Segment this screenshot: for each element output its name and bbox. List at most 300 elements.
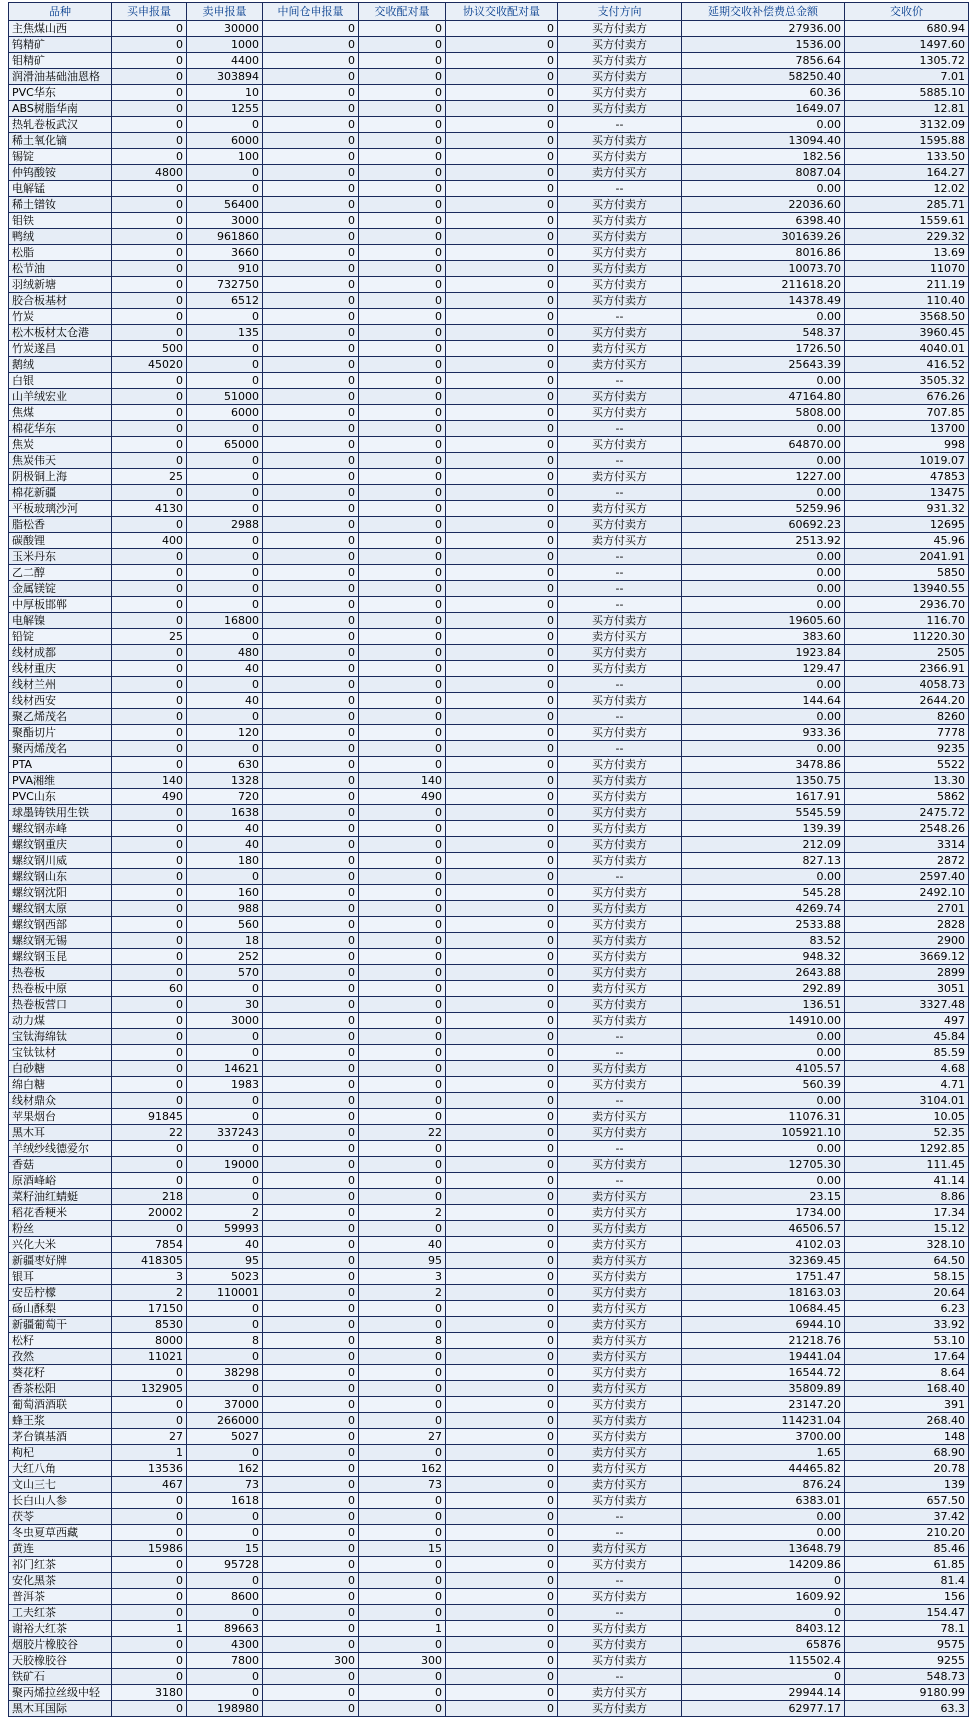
cell-compensation-total: 0.00 xyxy=(682,309,845,325)
table-body xyxy=(9,21,969,1717)
cell-delivery-price: 2041.91 xyxy=(845,549,969,565)
cell-intermediate-declared: 0 xyxy=(263,1317,359,1333)
cell-agreement-matched-qty: 0 xyxy=(446,1493,558,1509)
cell-delivery-price: 3669.12 xyxy=(845,949,969,965)
table-row xyxy=(9,677,969,693)
cell-sell-declared: 30000 xyxy=(187,21,263,37)
cell-delivery-price: 391 xyxy=(845,1397,969,1413)
cell-intermediate-declared: 0 xyxy=(263,549,359,565)
cell-buy-declared: 8000 xyxy=(112,1333,187,1349)
cell-compensation-total: 3700.00 xyxy=(682,1429,845,1445)
cell-sell-declared: 0 xyxy=(187,501,263,517)
cell-payment-direction: 买方付卖方 xyxy=(558,149,682,165)
col-header-compensation-total[interactable]: 延期交收补偿费总金额 xyxy=(682,3,845,21)
cell-matched-qty: 0 xyxy=(359,1413,446,1429)
cell-agreement-matched-qty: 0 xyxy=(446,1029,558,1045)
cell-agreement-matched-qty: 0 xyxy=(446,261,558,277)
cell-payment-direction: 买方付卖方 xyxy=(558,53,682,69)
cell-variety: 天胶橡胶谷 xyxy=(9,1653,112,1669)
cell-buy-declared: 0 xyxy=(112,101,187,117)
cell-buy-declared: 0 xyxy=(112,421,187,437)
cell-matched-qty: 0 xyxy=(359,1093,446,1109)
cell-payment-direction: -- xyxy=(558,677,682,693)
table-row xyxy=(9,597,969,613)
cell-matched-qty: 0 xyxy=(359,1493,446,1509)
cell-payment-direction: 卖方付买方 xyxy=(558,1461,682,1477)
cell-delivery-price: 33.92 xyxy=(845,1317,969,1333)
cell-sell-declared: 337243 xyxy=(187,1125,263,1141)
table-row xyxy=(9,1285,969,1301)
cell-sell-declared: 0 xyxy=(187,1445,263,1461)
cell-variety: 电解镍 xyxy=(9,613,112,629)
cell-delivery-price: 10.05 xyxy=(845,1109,969,1125)
cell-agreement-matched-qty: 0 xyxy=(446,837,558,853)
cell-sell-declared: 40 xyxy=(187,837,263,853)
col-header-matched-qty[interactable]: 交收配对量 xyxy=(359,3,446,21)
cell-buy-declared: 8530 xyxy=(112,1317,187,1333)
cell-payment-direction: -- xyxy=(558,117,682,133)
col-header-sell-declared[interactable]: 卖申报量 xyxy=(187,3,263,21)
cell-intermediate-declared: 0 xyxy=(263,741,359,757)
cell-buy-declared: 0 xyxy=(112,1397,187,1413)
cell-buy-declared: 0 xyxy=(112,725,187,741)
cell-delivery-price: 8260 xyxy=(845,709,969,725)
cell-variety: 兴化大米 xyxy=(9,1237,112,1253)
cell-delivery-price: 133.50 xyxy=(845,149,969,165)
cell-intermediate-declared: 0 xyxy=(263,1477,359,1493)
cell-variety: 绵白糖 xyxy=(9,1077,112,1093)
cell-delivery-price: 2644.20 xyxy=(845,693,969,709)
table-row xyxy=(9,645,969,661)
cell-payment-direction: 买方付卖方 xyxy=(558,1557,682,1573)
table-row xyxy=(9,549,969,565)
cell-sell-declared: 6512 xyxy=(187,293,263,309)
cell-intermediate-declared: 0 xyxy=(263,901,359,917)
cell-intermediate-declared: 0 xyxy=(263,565,359,581)
cell-compensation-total: 2643.88 xyxy=(682,965,845,981)
cell-compensation-total: 933.36 xyxy=(682,725,845,741)
cell-compensation-total: 5545.59 xyxy=(682,805,845,821)
cell-agreement-matched-qty: 0 xyxy=(446,1045,558,1061)
cell-intermediate-declared: 0 xyxy=(263,677,359,693)
cell-compensation-total: 0 xyxy=(682,1669,845,1685)
col-header-agreement-matched-qty[interactable]: 协议交收配对量 xyxy=(446,3,558,21)
cell-variety: 普洱茶 xyxy=(9,1589,112,1605)
cell-matched-qty: 0 xyxy=(359,21,446,37)
cell-sell-declared: 37000 xyxy=(187,1397,263,1413)
cell-buy-declared: 0 xyxy=(112,1653,187,1669)
cell-delivery-price: 13.30 xyxy=(845,773,969,789)
delivery-table xyxy=(8,2,969,1717)
cell-intermediate-declared: 0 xyxy=(263,645,359,661)
cell-compensation-total: 301639.26 xyxy=(682,229,845,245)
cell-sell-declared: 1638 xyxy=(187,805,263,821)
col-header-delivery-price[interactable]: 交收价 xyxy=(845,3,969,21)
table-row xyxy=(9,1333,969,1349)
cell-agreement-matched-qty: 0 xyxy=(446,421,558,437)
cell-matched-qty: 0 xyxy=(359,1557,446,1573)
cell-compensation-total: 3478.86 xyxy=(682,757,845,773)
cell-variety: 螺纹钢无锡 xyxy=(9,933,112,949)
cell-sell-declared: 6000 xyxy=(187,405,263,421)
cell-sell-declared: 1000 xyxy=(187,37,263,53)
cell-payment-direction: 买方付卖方 xyxy=(558,1701,682,1717)
cell-payment-direction: -- xyxy=(558,741,682,757)
col-header-intermediate-declared[interactable]: 中间仓申报量 xyxy=(263,3,359,21)
cell-sell-declared: 988 xyxy=(187,901,263,917)
cell-agreement-matched-qty: 0 xyxy=(446,853,558,869)
cell-intermediate-declared: 0 xyxy=(263,597,359,613)
cell-matched-qty: 0 xyxy=(359,437,446,453)
cell-matched-qty: 0 xyxy=(359,341,446,357)
cell-compensation-total: 2533.88 xyxy=(682,917,845,933)
cell-delivery-price: 707.85 xyxy=(845,405,969,421)
cell-sell-declared: 303894 xyxy=(187,69,263,85)
cell-matched-qty: 0 xyxy=(359,837,446,853)
cell-agreement-matched-qty: 0 xyxy=(446,1061,558,1077)
cell-variety: 砀山酥梨 xyxy=(9,1301,112,1317)
cell-buy-declared: 0 xyxy=(112,597,187,613)
cell-buy-declared: 0 xyxy=(112,821,187,837)
cell-payment-direction: 卖方付买方 xyxy=(558,1189,682,1205)
col-header-buy-declared[interactable]: 买申报量 xyxy=(112,3,187,21)
cell-matched-qty: 0 xyxy=(359,677,446,693)
cell-sell-declared: 266000 xyxy=(187,1413,263,1429)
cell-sell-declared: 0 xyxy=(187,1045,263,1061)
cell-intermediate-declared: 0 xyxy=(263,709,359,725)
cell-delivery-price: 15.12 xyxy=(845,1221,969,1237)
cell-payment-direction: 卖方付买方 xyxy=(558,1205,682,1221)
cell-variety: PTA xyxy=(9,757,112,773)
cell-agreement-matched-qty: 0 xyxy=(446,1237,558,1253)
cell-agreement-matched-qty: 0 xyxy=(446,197,558,213)
cell-buy-declared: 140 xyxy=(112,773,187,789)
cell-buy-declared: 0 xyxy=(112,549,187,565)
cell-matched-qty: 0 xyxy=(359,1365,446,1381)
cell-payment-direction: -- xyxy=(558,181,682,197)
cell-compensation-total: 876.24 xyxy=(682,1477,845,1493)
cell-intermediate-declared: 0 xyxy=(263,1445,359,1461)
cell-sell-declared: 4300 xyxy=(187,1637,263,1653)
cell-compensation-total: 27936.00 xyxy=(682,21,845,37)
cell-payment-direction: -- xyxy=(558,1045,682,1061)
cell-delivery-price: 548.73 xyxy=(845,1669,969,1685)
cell-compensation-total: 0.00 xyxy=(682,421,845,437)
cell-agreement-matched-qty: 0 xyxy=(446,165,558,181)
cell-compensation-total: 18163.03 xyxy=(682,1285,845,1301)
cell-matched-qty: 0 xyxy=(359,1525,446,1541)
cell-buy-declared: 0 xyxy=(112,229,187,245)
cell-matched-qty: 0 xyxy=(359,517,446,533)
cell-buy-declared: 0 xyxy=(112,901,187,917)
cell-payment-direction: 买方付卖方 xyxy=(558,1061,682,1077)
cell-sell-declared: 560 xyxy=(187,917,263,933)
cell-delivery-price: 68.90 xyxy=(845,1445,969,1461)
cell-agreement-matched-qty: 0 xyxy=(446,1525,558,1541)
cell-matched-qty: 490 xyxy=(359,789,446,805)
cell-sell-declared: 961860 xyxy=(187,229,263,245)
cell-agreement-matched-qty: 0 xyxy=(446,1157,558,1173)
cell-matched-qty: 0 xyxy=(359,405,446,421)
cell-intermediate-declared: 0 xyxy=(263,1461,359,1477)
cell-sell-declared: 5023 xyxy=(187,1269,263,1285)
cell-compensation-total: 19605.60 xyxy=(682,613,845,629)
table-row xyxy=(9,1109,969,1125)
cell-variety: 白砂糖 xyxy=(9,1061,112,1077)
cell-delivery-price: 9255 xyxy=(845,1653,969,1669)
cell-matched-qty: 0 xyxy=(359,917,446,933)
cell-variety: 松籽 xyxy=(9,1333,112,1349)
cell-matched-qty: 0 xyxy=(359,501,446,517)
table-row xyxy=(9,101,969,117)
cell-intermediate-declared: 0 xyxy=(263,869,359,885)
cell-payment-direction: -- xyxy=(558,581,682,597)
cell-intermediate-declared: 0 xyxy=(263,181,359,197)
cell-sell-declared: 8 xyxy=(187,1333,263,1349)
cell-variety: 烟胶片橡胶谷 xyxy=(9,1637,112,1653)
cell-agreement-matched-qty: 0 xyxy=(446,1589,558,1605)
cell-agreement-matched-qty: 0 xyxy=(446,1141,558,1157)
cell-sell-declared: 0 xyxy=(187,1669,263,1685)
table-row xyxy=(9,1157,969,1173)
cell-sell-declared: 0 xyxy=(187,453,263,469)
cell-delivery-price: 8.64 xyxy=(845,1365,969,1381)
cell-sell-declared: 40 xyxy=(187,693,263,709)
cell-payment-direction: 卖方付买方 xyxy=(558,1349,682,1365)
cell-variety: 玉米丹东 xyxy=(9,549,112,565)
cell-delivery-price: 2505 xyxy=(845,645,969,661)
cell-buy-declared: 3180 xyxy=(112,1685,187,1701)
cell-sell-declared: 570 xyxy=(187,965,263,981)
cell-matched-qty: 0 xyxy=(359,1349,446,1365)
cell-payment-direction: 买方付卖方 xyxy=(558,997,682,1013)
cell-intermediate-declared: 0 xyxy=(263,821,359,837)
cell-matched-qty: 0 xyxy=(359,1189,446,1205)
cell-sell-declared: 0 xyxy=(187,373,263,389)
table-row xyxy=(9,1365,969,1381)
cell-matched-qty: 0 xyxy=(359,1445,446,1461)
table-row xyxy=(9,501,969,517)
cell-variety: 鸭绒 xyxy=(9,229,112,245)
table-row xyxy=(9,661,969,677)
cell-variety: 葵花籽 xyxy=(9,1365,112,1381)
cell-agreement-matched-qty: 0 xyxy=(446,1365,558,1381)
cell-delivery-price: 3314 xyxy=(845,837,969,853)
cell-payment-direction: 买方付卖方 xyxy=(558,101,682,117)
cell-variety: 热卷板中原 xyxy=(9,981,112,997)
cell-sell-declared: 100 xyxy=(187,149,263,165)
table-row xyxy=(9,261,969,277)
cell-compensation-total: 182.56 xyxy=(682,149,845,165)
cell-buy-declared: 0 xyxy=(112,85,187,101)
cell-compensation-total: 1609.92 xyxy=(682,1589,845,1605)
cell-payment-direction: 买方付卖方 xyxy=(558,901,682,917)
cell-variety: 球墨铸铁用生铁 xyxy=(9,805,112,821)
col-header-variety[interactable]: 品种 xyxy=(9,3,112,21)
cell-sell-declared: 0 xyxy=(187,629,263,645)
table-row xyxy=(9,453,969,469)
cell-intermediate-declared: 0 xyxy=(263,1253,359,1269)
cell-buy-declared: 25 xyxy=(112,629,187,645)
cell-payment-direction: -- xyxy=(558,309,682,325)
cell-variety: 羊绒纱线德爱尔 xyxy=(9,1141,112,1157)
cell-delivery-price: 1595.88 xyxy=(845,133,969,149)
cell-intermediate-declared: 0 xyxy=(263,1701,359,1717)
cell-intermediate-declared: 0 xyxy=(263,341,359,357)
table-row xyxy=(9,1253,969,1269)
cell-matched-qty: 0 xyxy=(359,485,446,501)
cell-intermediate-declared: 0 xyxy=(263,229,359,245)
cell-delivery-price: 497 xyxy=(845,1013,969,1029)
cell-matched-qty: 0 xyxy=(359,421,446,437)
cell-matched-qty: 0 xyxy=(359,725,446,741)
cell-agreement-matched-qty: 0 xyxy=(446,1445,558,1461)
cell-variety: 中厚板邯郸 xyxy=(9,597,112,613)
header-row xyxy=(9,3,969,21)
cell-agreement-matched-qty: 0 xyxy=(446,69,558,85)
cell-matched-qty: 0 xyxy=(359,709,446,725)
cell-buy-declared: 0 xyxy=(112,1365,187,1381)
cell-compensation-total: 46506.57 xyxy=(682,1221,845,1237)
cell-buy-declared: 0 xyxy=(112,1077,187,1093)
cell-buy-declared: 0 xyxy=(112,1605,187,1621)
cell-compensation-total: 6383.01 xyxy=(682,1493,845,1509)
cell-agreement-matched-qty: 0 xyxy=(446,821,558,837)
cell-matched-qty: 22 xyxy=(359,1125,446,1141)
cell-payment-direction: 买方付卖方 xyxy=(558,1429,682,1445)
cell-matched-qty: 0 xyxy=(359,85,446,101)
cell-agreement-matched-qty: 0 xyxy=(446,645,558,661)
col-header-payment-direction[interactable]: 支付方向 xyxy=(558,3,682,21)
table-row xyxy=(9,357,969,373)
cell-buy-declared: 0 xyxy=(112,1045,187,1061)
cell-intermediate-declared: 0 xyxy=(263,1269,359,1285)
cell-matched-qty: 0 xyxy=(359,373,446,389)
table-row xyxy=(9,1477,969,1493)
cell-sell-declared: 59993 xyxy=(187,1221,263,1237)
table-row xyxy=(9,197,969,213)
cell-agreement-matched-qty: 0 xyxy=(446,37,558,53)
cell-compensation-total: 44465.82 xyxy=(682,1461,845,1477)
cell-delivery-price: 17.34 xyxy=(845,1205,969,1221)
cell-agreement-matched-qty: 0 xyxy=(446,1269,558,1285)
cell-buy-declared: 0 xyxy=(112,485,187,501)
cell-intermediate-declared: 0 xyxy=(263,1093,359,1109)
table-row xyxy=(9,757,969,773)
cell-intermediate-declared: 0 xyxy=(263,885,359,901)
cell-agreement-matched-qty: 0 xyxy=(446,133,558,149)
cell-agreement-matched-qty: 0 xyxy=(446,725,558,741)
cell-payment-direction: 买方付卖方 xyxy=(558,1637,682,1653)
cell-compensation-total: 83.52 xyxy=(682,933,845,949)
cell-variety: 松木板材太仓港 xyxy=(9,325,112,341)
table-row xyxy=(9,165,969,181)
table-row xyxy=(9,581,969,597)
cell-variety: 螺纹钢赤峰 xyxy=(9,821,112,837)
cell-compensation-total: 0.00 xyxy=(682,373,845,389)
cell-intermediate-declared: 0 xyxy=(263,1173,359,1189)
cell-buy-declared: 27 xyxy=(112,1429,187,1445)
cell-buy-declared: 132905 xyxy=(112,1381,187,1397)
table-row xyxy=(9,1397,969,1413)
cell-delivery-price: 657.50 xyxy=(845,1493,969,1509)
cell-intermediate-declared: 300 xyxy=(263,1653,359,1669)
cell-agreement-matched-qty: 0 xyxy=(446,341,558,357)
cell-matched-qty: 0 xyxy=(359,1013,446,1029)
cell-sell-declared: 30 xyxy=(187,997,263,1013)
cell-matched-qty: 0 xyxy=(359,181,446,197)
cell-variety: ABS树脂华南 xyxy=(9,101,112,117)
cell-delivery-price: 328.10 xyxy=(845,1237,969,1253)
cell-buy-declared: 0 xyxy=(112,197,187,213)
cell-sell-declared: 3660 xyxy=(187,245,263,261)
cell-sell-declared: 0 xyxy=(187,1509,263,1525)
table-row xyxy=(9,1317,969,1333)
cell-buy-declared: 0 xyxy=(112,1029,187,1045)
cell-delivery-price: 64.50 xyxy=(845,1253,969,1269)
table-row xyxy=(9,149,969,165)
cell-buy-declared: 0 xyxy=(112,245,187,261)
cell-intermediate-declared: 0 xyxy=(263,725,359,741)
cell-intermediate-declared: 0 xyxy=(263,85,359,101)
cell-agreement-matched-qty: 0 xyxy=(446,1333,558,1349)
cell-intermediate-declared: 0 xyxy=(263,453,359,469)
cell-intermediate-declared: 0 xyxy=(263,1413,359,1429)
cell-payment-direction: 买方付卖方 xyxy=(558,133,682,149)
cell-intermediate-declared: 0 xyxy=(263,1285,359,1301)
cell-delivery-price: 20.78 xyxy=(845,1461,969,1477)
cell-matched-qty: 0 xyxy=(359,1173,446,1189)
cell-intermediate-declared: 0 xyxy=(263,69,359,85)
cell-delivery-price: 13940.55 xyxy=(845,581,969,597)
cell-delivery-price: 3327.48 xyxy=(845,997,969,1013)
cell-delivery-price: 110.40 xyxy=(845,293,969,309)
cell-buy-declared: 1 xyxy=(112,1621,187,1637)
table-row xyxy=(9,1205,969,1221)
cell-intermediate-declared: 0 xyxy=(263,21,359,37)
cell-payment-direction: 卖方付买方 xyxy=(558,981,682,997)
cell-variety: 热卷板 xyxy=(9,965,112,981)
cell-sell-declared: 0 xyxy=(187,1029,263,1045)
cell-agreement-matched-qty: 0 xyxy=(446,933,558,949)
cell-sell-declared: 40 xyxy=(187,1237,263,1253)
cell-buy-declared: 0 xyxy=(112,1525,187,1541)
cell-sell-declared: 0 xyxy=(187,357,263,373)
cell-delivery-price: 37.42 xyxy=(845,1509,969,1525)
cell-sell-declared: 0 xyxy=(187,181,263,197)
cell-matched-qty: 0 xyxy=(359,1221,446,1237)
cell-agreement-matched-qty: 0 xyxy=(446,53,558,69)
cell-delivery-price: 85.59 xyxy=(845,1045,969,1061)
cell-payment-direction: 买方付卖方 xyxy=(558,21,682,37)
cell-payment-direction: 买方付卖方 xyxy=(558,1653,682,1669)
cell-agreement-matched-qty: 0 xyxy=(446,1125,558,1141)
cell-variety: 稀土镨钕 xyxy=(9,197,112,213)
cell-matched-qty: 140 xyxy=(359,773,446,789)
cell-buy-declared: 0 xyxy=(112,1013,187,1029)
cell-buy-declared: 0 xyxy=(112,581,187,597)
cell-compensation-total: 136.51 xyxy=(682,997,845,1013)
cell-matched-qty: 0 xyxy=(359,645,446,661)
cell-delivery-price: 164.27 xyxy=(845,165,969,181)
cell-intermediate-declared: 0 xyxy=(263,357,359,373)
cell-delivery-price: 2899 xyxy=(845,965,969,981)
cell-payment-direction: 卖方付买方 xyxy=(558,1477,682,1493)
cell-sell-declared: 910 xyxy=(187,261,263,277)
cell-payment-direction: 买方付卖方 xyxy=(558,917,682,933)
cell-variety: 线材成都 xyxy=(9,645,112,661)
cell-compensation-total: 1649.07 xyxy=(682,101,845,117)
